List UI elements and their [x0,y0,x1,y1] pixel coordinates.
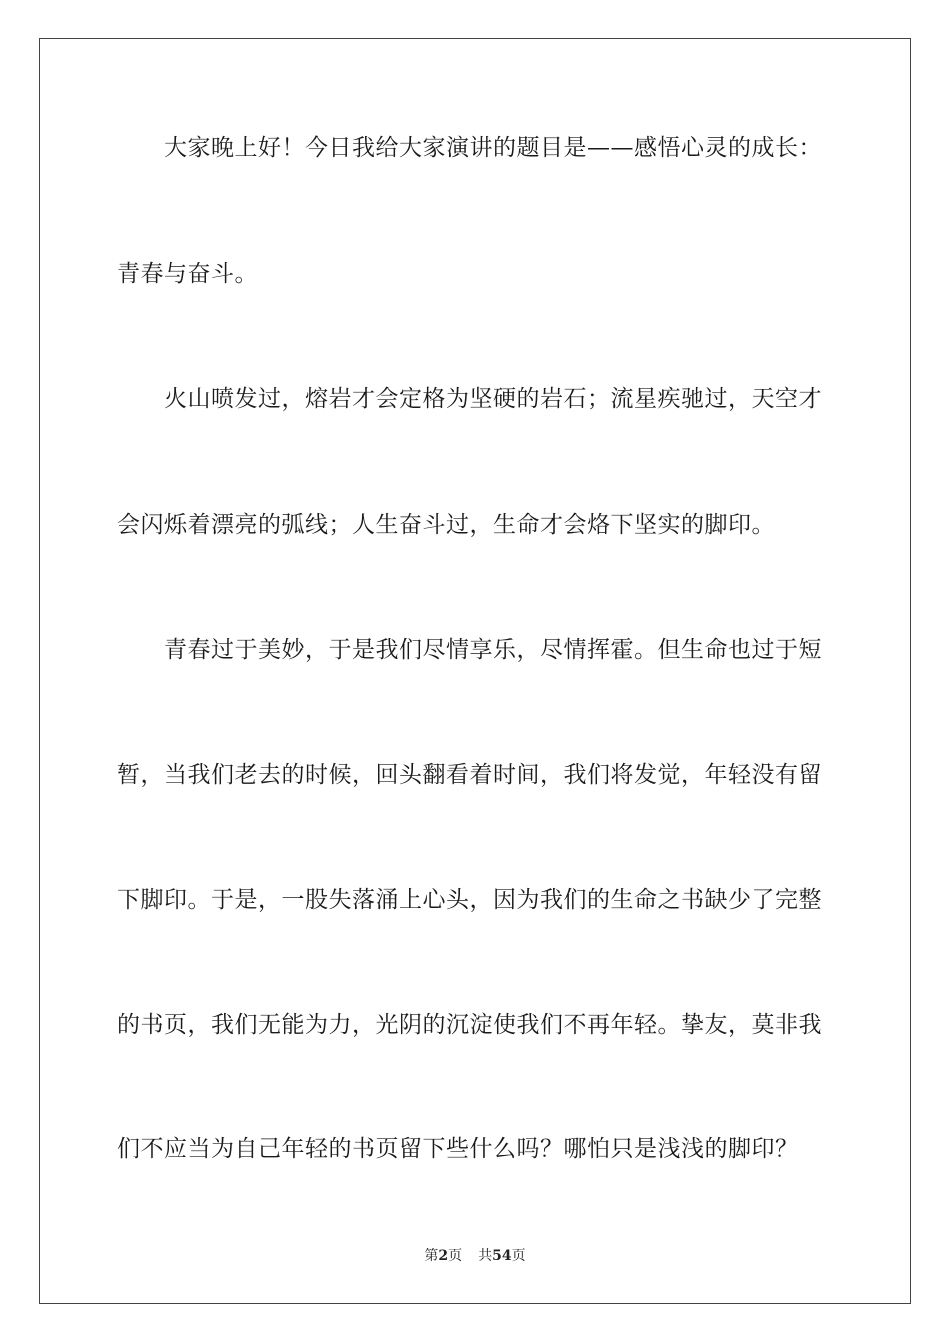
paragraph-1-line-2: 青春与奋斗。 [117,261,258,287]
page-number-prefix: 第 [424,1248,439,1264]
page-total-prefix: 共 [478,1248,493,1264]
paragraph-3-line-5: 们不应当为自己年轻的书页留下些什么吗？哪怕只是浅浅的脚印？ [117,1136,799,1162]
paragraph-2-line-2: 会闪烁着漂亮的弧线；人生奋斗过，生命才会烙下坚实的脚印。 [117,512,775,538]
paragraph-3-line-3: 下脚印。于是，一股失落涌上心头，因为我们的生命之书缺少了完整 [117,887,822,913]
page-number-current: 2 [438,1248,449,1264]
page-total-count: 54 [492,1248,512,1264]
paragraph-3-line-2: 暂，当我们老去的时候，回头翻看着时间，我们将发觉，年轻没有留 [117,762,822,788]
paragraph-3-line-1: 青春过于美妙，于是我们尽情享乐，尽情挥霍。但生命也过于短 [164,637,822,663]
page-footer [0,1246,950,1266]
paragraph-3-line-4: 的书页，我们无能为力，光阴的沉淀使我们不再年轻。挚友，莫非我 [117,1012,822,1038]
page-number-suffix: 页 [448,1248,463,1264]
paragraph-1-line-1: 大家晚上好！今日我给大家演讲的题目是——感悟心灵的成长： [164,135,822,161]
page-border [39,38,911,1304]
paragraph-2-line-1: 火山喷发过，熔岩才会定格为坚硬的岩石；流星疾驰过，天空才 [164,386,822,412]
page-total-suffix: 页 [511,1248,526,1264]
